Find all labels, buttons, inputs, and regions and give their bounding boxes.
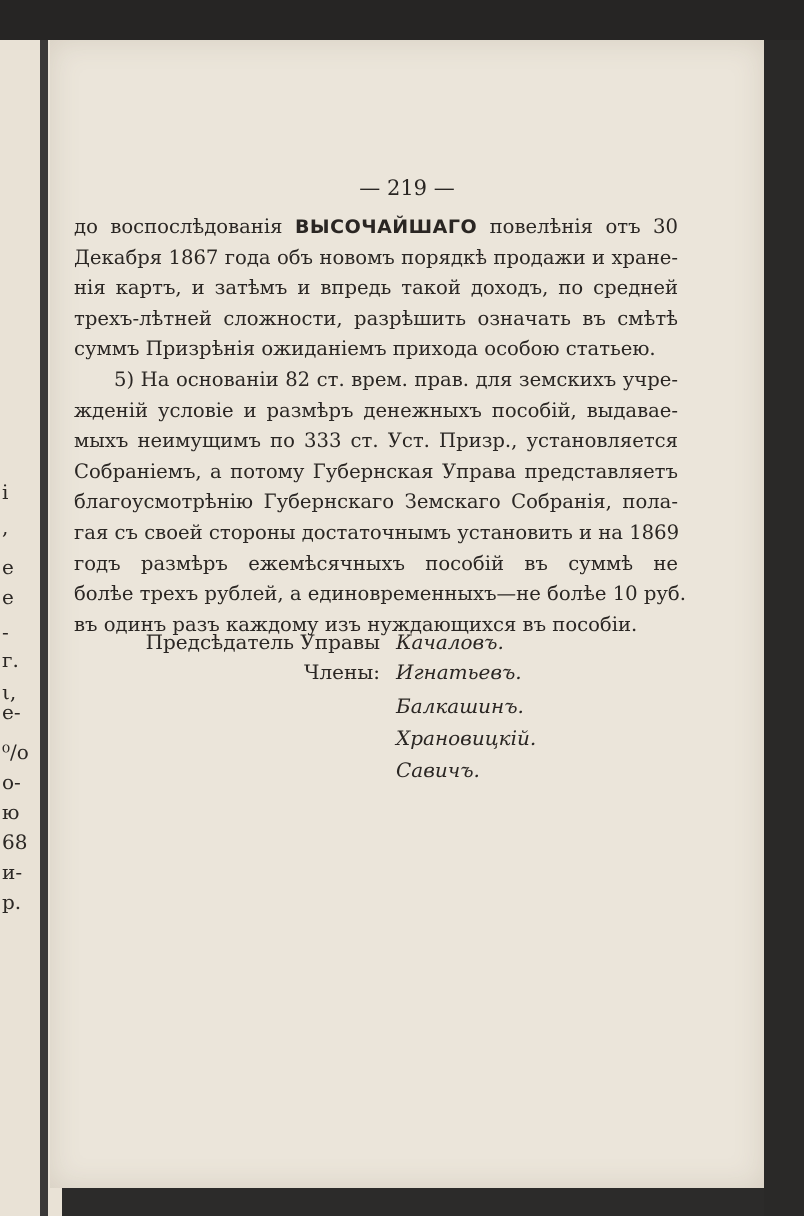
previous-page-text-fragment: - (2, 620, 9, 644)
previous-page-text-fragment: , (2, 515, 9, 539)
page-gutter (40, 40, 48, 1216)
scan-background-top (0, 0, 804, 40)
body-text (74, 212, 686, 640)
previous-page-text-fragment: ι, (2, 680, 17, 704)
text-segment: нія картъ, и затѣмъ и впредь такой доходъ, по средней (74, 276, 678, 300)
text-line (74, 396, 678, 427)
text-line (74, 487, 678, 518)
document-page (50, 40, 764, 1188)
member-name: Храновицкій. (396, 726, 537, 750)
text-segment: Собраніемъ, а потому Губернская Управа представляетъ (74, 459, 678, 483)
text-line (74, 549, 678, 580)
previous-page-text-fragment: 68 (2, 830, 28, 854)
text-segment: 5) На основаніи 82 ст. врем. прав. для земскихъ учре- (114, 367, 678, 391)
text-segment: до воспослѣдованія (74, 215, 295, 238)
text-line (74, 518, 678, 549)
member-name: Балкашинъ. (396, 694, 524, 718)
text-line (74, 426, 678, 457)
member-name: Савичъ. (396, 758, 480, 782)
text-line (74, 579, 686, 610)
text-segment: суммъ Призрѣнія ожиданіемъ прихода особою статьею. (74, 337, 656, 361)
text-segment: повелѣнія отъ 30 (477, 215, 678, 238)
text-segment: гая съ своей стороны достаточнымъ установить и на 1869 (74, 520, 680, 544)
text-segment: благоусмотрѣнію Губернскаго Земскаго Собранія, пола- (74, 490, 678, 514)
text-segment: трехъ-лѣтней сложности, разрѣшить означать въ смѣтѣ (74, 306, 678, 330)
previous-page-text-fragment: и- (2, 860, 23, 884)
chair-role: Предсѣдатель Управы (145, 630, 380, 654)
previous-page-text-fragment: ⁰/о (2, 740, 29, 764)
previous-page-text-fragment: о- (2, 770, 21, 794)
member-name: Игнатьевъ. (396, 660, 522, 684)
text-line (74, 273, 678, 304)
text-segment: Декабря 1867 года объ новомъ порядкѣ продажи и хране- (74, 245, 678, 269)
emphasized-word: ВЫСОЧАЙШАГО (294, 216, 478, 238)
text-line (74, 365, 678, 396)
text-line (74, 457, 678, 488)
previous-page-text-fragment: е (2, 585, 14, 609)
previous-page-text-fragment: р. (2, 890, 22, 914)
previous-page-text-fragment: е (2, 555, 14, 579)
previous-page-text-fragment: е- (2, 700, 21, 724)
page-number: — 219 — (359, 176, 455, 200)
previous-page-text-fragment: г. (2, 648, 19, 672)
text-segment: болѣе трехъ рублей, а единовременныхъ—не болѣе 10 руб. (74, 582, 686, 606)
members-role: Члены: (304, 660, 380, 684)
text-line (74, 243, 678, 274)
previous-page-text-fragment: і (2, 480, 9, 504)
scan-background-right (764, 40, 804, 1216)
previous-page-text-fragment: ю (2, 800, 20, 824)
chair-name: Качаловъ. (396, 630, 504, 654)
text-segment: мыхъ неимущимъ по 333 ст. Уст. Призр., установляется (74, 429, 678, 453)
text-segment: въ одинъ разъ каждому изъ нуждающихся въ пособіи. (74, 612, 638, 636)
text-line (74, 304, 678, 335)
text-line (74, 334, 678, 365)
text-line (74, 212, 678, 243)
text-segment: жденій условіе и размѣръ денежныхъ пособій, выдавае- (74, 398, 678, 422)
text-segment: годъ размѣръ ежемѣсячныхъ пособій въ суммѣ не (74, 551, 678, 575)
